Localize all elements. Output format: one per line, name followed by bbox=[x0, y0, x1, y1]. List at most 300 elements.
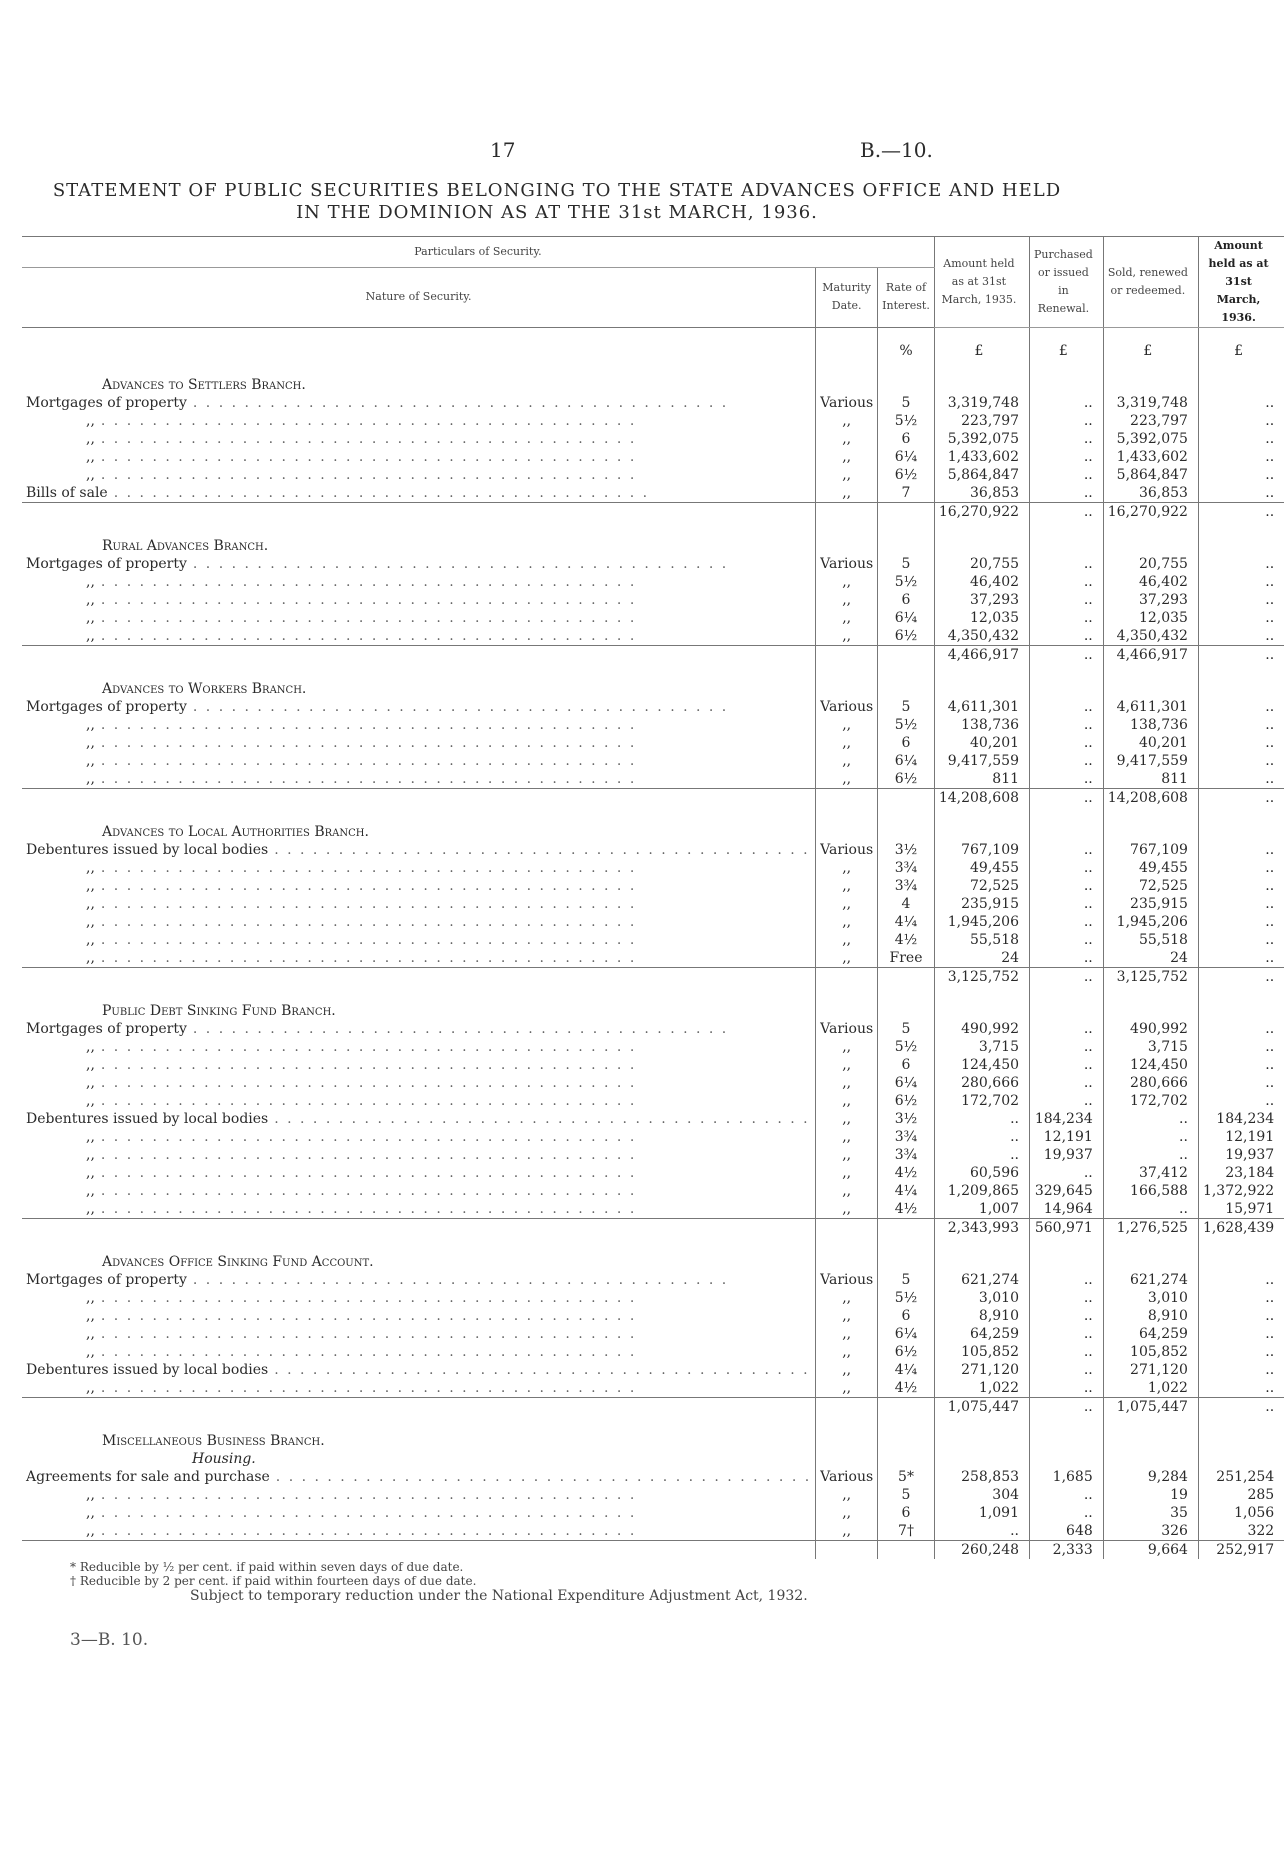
amount-1936: .. bbox=[1198, 412, 1284, 430]
total-purchased: .. bbox=[1030, 503, 1104, 522]
security-nature bbox=[22, 1307, 816, 1325]
branch-heading-title: Rural Advances Branch. bbox=[102, 538, 269, 554]
maturity-date: ,, bbox=[816, 412, 878, 430]
interest-rate: 6¼ bbox=[878, 1074, 935, 1092]
total-spacer bbox=[878, 1398, 935, 1417]
sold-amount: 36,853 bbox=[1103, 484, 1198, 503]
maturity-date: ,, bbox=[816, 430, 878, 448]
sold-amount: 271,120 bbox=[1103, 1361, 1198, 1379]
amount-1936: .. bbox=[1198, 1020, 1284, 1038]
total-purchased: .. bbox=[1030, 968, 1104, 987]
security-nature-label: ,, bbox=[86, 1075, 95, 1091]
amount-1936: .. bbox=[1198, 591, 1284, 609]
leader-dots: . . . . . . . . . . . . . . . . . . . . . . . . . . . . . . . . . . . . . . . . . . bbox=[100, 431, 637, 447]
amount-1935: 4,611,301 bbox=[934, 698, 1029, 716]
sold-amount: .. bbox=[1103, 1146, 1198, 1164]
total-spacer bbox=[816, 1398, 878, 1417]
amount-1935: 3,010 bbox=[934, 1289, 1029, 1307]
purchased-amount: .. bbox=[1030, 1486, 1104, 1504]
security-nature bbox=[22, 895, 816, 913]
maturity-date: ,, bbox=[816, 1325, 878, 1343]
security-nature bbox=[22, 1343, 816, 1361]
leader-dots: . . . . . . . . . . . . . . . . . . . . . . . . . . . . . . . . . . . . . . . . . . bbox=[192, 556, 729, 572]
security-nature-label: ,, bbox=[86, 950, 95, 966]
security-nature-label: ,, bbox=[86, 1505, 95, 1521]
document-reference: B.—10. bbox=[860, 138, 933, 162]
total-sold: 16,270,922 bbox=[1103, 503, 1198, 522]
purchased-amount: .. bbox=[1030, 931, 1104, 949]
maturity-date: ,, bbox=[816, 1486, 878, 1504]
purchased-amount: .. bbox=[1030, 770, 1104, 789]
table-body bbox=[22, 360, 1284, 1559]
total-spacer bbox=[22, 503, 816, 522]
amount-1936: 12,191 bbox=[1198, 1128, 1284, 1146]
security-nature bbox=[22, 1146, 816, 1164]
table-row bbox=[22, 555, 1284, 573]
section-total-row bbox=[22, 789, 1284, 808]
table-row bbox=[22, 1325, 1284, 1343]
table-row bbox=[22, 1522, 1284, 1541]
footnotes bbox=[70, 1560, 1070, 1588]
maturity-date: ,, bbox=[816, 913, 878, 931]
maturity-date: ,, bbox=[816, 1361, 878, 1379]
maturity-date: ,, bbox=[816, 1504, 878, 1522]
section-total-row bbox=[22, 968, 1284, 987]
total-spacer bbox=[816, 646, 878, 665]
leader-dots: . . . . . . . . . . . . . . . . . . . . . . . . . . . . . . . . . . . . . . . . . . bbox=[274, 1111, 810, 1127]
purchased-amount: .. bbox=[1030, 484, 1104, 503]
leader-dots: . . . . . . . . . . . . . . . . . . . . . . . . . . . . . . . . . . . . . . . . . . bbox=[100, 413, 637, 429]
total-spacer bbox=[22, 1541, 816, 1560]
sold-amount: .. bbox=[1103, 1128, 1198, 1146]
interest-rate: 5 bbox=[878, 394, 935, 412]
branch-heading bbox=[22, 986, 1284, 1020]
interest-rate: 5½ bbox=[878, 1289, 935, 1307]
leader-dots: . . . . . . . . . . . . . . . . . . . . . . . . . . . . . . . . . . . . . . . . . . bbox=[100, 1075, 637, 1091]
table-row bbox=[22, 1343, 1284, 1361]
security-nature-label: ,, bbox=[86, 896, 95, 912]
amount-1936: 19,937 bbox=[1198, 1146, 1284, 1164]
amount-1935: 304 bbox=[934, 1486, 1029, 1504]
amount-1935: 767,109 bbox=[934, 841, 1029, 859]
section-total-row bbox=[22, 1219, 1284, 1238]
amount-1935: 72,525 bbox=[934, 877, 1029, 895]
interest-rate: 6 bbox=[878, 734, 935, 752]
table-row bbox=[22, 1056, 1284, 1074]
header-rate: Rate of Interest. bbox=[878, 267, 935, 327]
table-row bbox=[22, 913, 1284, 931]
security-nature bbox=[22, 1271, 816, 1289]
purchased-amount: .. bbox=[1030, 859, 1104, 877]
total-spacer bbox=[22, 1398, 816, 1417]
purchased-amount: .. bbox=[1030, 412, 1104, 430]
leader-dots: . . . . . . . . . . . . . . . . . . . . . . . . . . . . . . . . . . . . . . . . . . bbox=[100, 1505, 637, 1521]
total-amount-1935: 16,270,922 bbox=[934, 503, 1029, 522]
security-nature bbox=[22, 1200, 816, 1219]
maturity-date: ,, bbox=[816, 1164, 878, 1182]
branch-heading-title: Advances to Workers Branch. bbox=[102, 681, 307, 697]
total-spacer bbox=[816, 1541, 878, 1560]
amount-1935: 37,293 bbox=[934, 591, 1029, 609]
security-nature-label: Mortgages of property bbox=[26, 395, 187, 411]
sold-amount: 3,010 bbox=[1103, 1289, 1198, 1307]
security-nature bbox=[22, 1361, 816, 1379]
maturity-date: ,, bbox=[816, 770, 878, 789]
header-particulars: Particulars of Security. bbox=[22, 237, 934, 268]
leader-dots: . . . . . . . . . . . . . . . . . . . . . . . . . . . . . . . . . . . . . . . . . . bbox=[274, 842, 810, 858]
leader-dots: . . . . . . . . . . . . . . . . . . . . . . . . . . . . . . . . . . . . . . . . . . bbox=[100, 1380, 637, 1396]
maturity-date: ,, bbox=[816, 627, 878, 646]
leader-dots: . . . . . . . . . . . . . . . . . . . . . . . . . . . . . . . . . . . . . . . . . . bbox=[100, 1129, 637, 1145]
total-spacer bbox=[22, 968, 816, 987]
amount-1936: .. bbox=[1198, 734, 1284, 752]
amount-1936: .. bbox=[1198, 949, 1284, 968]
sold-amount: 8,910 bbox=[1103, 1307, 1198, 1325]
purchased-amount: .. bbox=[1030, 394, 1104, 412]
maturity-date: ,, bbox=[816, 1038, 878, 1056]
amount-1935: 49,455 bbox=[934, 859, 1029, 877]
purchased-amount: .. bbox=[1030, 734, 1104, 752]
leader-dots: . . . . . . . . . . . . . . . . . . . . . . . . . . . . . . . . . . . . . . . . . . bbox=[100, 1165, 637, 1181]
table-row bbox=[22, 1486, 1284, 1504]
leader-dots: . . . . . . . . . . . . . . . . . . . . . . . . . . . . . . . . . . . . . . . . . . bbox=[275, 1469, 812, 1485]
table-row bbox=[22, 1200, 1284, 1219]
table-row bbox=[22, 949, 1284, 968]
sold-amount: 124,450 bbox=[1103, 1056, 1198, 1074]
interest-rate: 4 bbox=[878, 895, 935, 913]
amount-1936: .. bbox=[1198, 698, 1284, 716]
total-spacer bbox=[878, 1541, 935, 1560]
table-row bbox=[22, 895, 1284, 913]
total-spacer bbox=[878, 789, 935, 808]
leader-dots: . . . . . . . . . . . . . . . . . . . . . . . . . . . . . . . . . . . . . . . . . . bbox=[192, 1021, 729, 1037]
leader-dots: . . . . . . . . . . . . . . . . . . . . . . . . . . . . . . . . . . . . . . . . . . bbox=[100, 1147, 637, 1163]
purchased-amount: 648 bbox=[1030, 1522, 1104, 1541]
amount-1935: 1,091 bbox=[934, 1504, 1029, 1522]
security-nature-label: ,, bbox=[86, 592, 95, 608]
amount-1936: .. bbox=[1198, 1379, 1284, 1398]
amount-1935: 24 bbox=[934, 949, 1029, 968]
security-nature-label: Mortgages of property bbox=[26, 1272, 187, 1288]
leader-dots: . . . . . . . . . . . . . . . . . . . . . . . . . . . . . . . . . . . . . . . . . . bbox=[100, 628, 637, 644]
security-nature-label: ,, bbox=[86, 467, 95, 483]
purchased-amount: .. bbox=[1030, 609, 1104, 627]
header-nature: Nature of Security. bbox=[22, 267, 816, 327]
leader-dots: . . . . . . . . . . . . . . . . . . . . . . . . . . . . . . . . . . . . . . . . . . bbox=[100, 592, 637, 608]
security-nature-label: ,, bbox=[86, 1039, 95, 1055]
amount-1936: .. bbox=[1198, 1271, 1284, 1289]
leader-dots: . . . . . . . . . . . . . . . . . . . . . . . . . . . . . . . . . . . . . . . . . . bbox=[100, 467, 637, 483]
sold-amount: 49,455 bbox=[1103, 859, 1198, 877]
table-row bbox=[22, 1379, 1284, 1398]
purchased-amount: .. bbox=[1030, 1271, 1104, 1289]
security-nature-label: ,, bbox=[86, 628, 95, 644]
security-nature-label: Mortgages of property bbox=[26, 699, 187, 715]
amount-1936: .. bbox=[1198, 752, 1284, 770]
table-row bbox=[22, 1361, 1284, 1379]
purchased-amount: .. bbox=[1030, 1307, 1104, 1325]
amount-1935: 9,417,559 bbox=[934, 752, 1029, 770]
amount-1936: 322 bbox=[1198, 1522, 1284, 1541]
security-nature-label: ,, bbox=[86, 431, 95, 447]
sold-amount: 767,109 bbox=[1103, 841, 1198, 859]
table-row bbox=[22, 1468, 1284, 1486]
maturity-date: ,, bbox=[816, 1200, 878, 1219]
leader-dots: . . . . . . . . . . . . . . . . . . . . . . . . . . . . . . . . . . . . . . . . . . bbox=[100, 860, 637, 876]
purchased-amount: .. bbox=[1030, 716, 1104, 734]
interest-rate: 3½ bbox=[878, 841, 935, 859]
sold-amount: 280,666 bbox=[1103, 1074, 1198, 1092]
interest-rate: 4½ bbox=[878, 1200, 935, 1219]
total-amount-1935: 260,248 bbox=[934, 1541, 1029, 1560]
security-nature bbox=[22, 949, 816, 968]
amount-1935: 3,319,748 bbox=[934, 394, 1029, 412]
total-purchased: .. bbox=[1030, 789, 1104, 808]
leader-dots: . . . . . . . . . . . . . . . . . . . . . . . . . . . . . . . . . . . . . . . . . . bbox=[100, 1183, 637, 1199]
security-nature bbox=[22, 591, 816, 609]
total-amount-1935: 1,075,447 bbox=[934, 1398, 1029, 1417]
header-amount-1935: Amount held as at 31st March, 1935. bbox=[934, 237, 1029, 328]
interest-rate: 6½ bbox=[878, 1343, 935, 1361]
security-nature bbox=[22, 555, 816, 573]
table-row bbox=[22, 627, 1284, 646]
header-purchased: Purchased or issued in Renewal. bbox=[1030, 237, 1104, 328]
sold-amount: 326 bbox=[1103, 1522, 1198, 1541]
total-spacer bbox=[22, 789, 816, 808]
security-nature bbox=[22, 716, 816, 734]
security-nature-label: ,, bbox=[86, 717, 95, 733]
leader-dots: . . . . . . . . . . . . . . . . . . . . . . . . . . . . . . . . . . . . . . . . . . bbox=[100, 735, 637, 751]
amount-1936: .. bbox=[1198, 448, 1284, 466]
interest-rate: 4½ bbox=[878, 1164, 935, 1182]
security-nature-label: Debentures issued by local bodies bbox=[26, 1111, 269, 1127]
amount-1935: 5,864,847 bbox=[934, 466, 1029, 484]
purchased-amount: .. bbox=[1030, 841, 1104, 859]
amount-1936: .. bbox=[1198, 895, 1284, 913]
maturity-date: ,, bbox=[816, 1146, 878, 1164]
security-nature bbox=[22, 1504, 816, 1522]
amount-1936: .. bbox=[1198, 1038, 1284, 1056]
security-nature bbox=[22, 1110, 816, 1128]
purchased-amount: .. bbox=[1030, 627, 1104, 646]
interest-rate: 5½ bbox=[878, 573, 935, 591]
total-amount-1936: 252,917 bbox=[1198, 1541, 1284, 1560]
amount-1935: 280,666 bbox=[934, 1074, 1029, 1092]
branch-heading-title: Miscellaneous Business Branch. bbox=[102, 1433, 325, 1449]
table-row bbox=[22, 1182, 1284, 1200]
sold-amount: 37,412 bbox=[1103, 1164, 1198, 1182]
security-nature bbox=[22, 627, 816, 646]
total-amount-1936: .. bbox=[1198, 646, 1284, 665]
amount-1936: 1,056 bbox=[1198, 1504, 1284, 1522]
leader-dots: . . . . . . . . . . . . . . . . . . . . . . . . . . . . . . . . . . . . . . . . . . bbox=[113, 485, 650, 501]
sold-amount: 138,736 bbox=[1103, 716, 1198, 734]
total-spacer bbox=[878, 968, 935, 987]
total-amount-1936: .. bbox=[1198, 968, 1284, 987]
leader-dots: . . . . . . . . . . . . . . . . . . . . . . . . . . . . . . . . . . . . . . . . . . bbox=[192, 1272, 729, 1288]
interest-rate: 6½ bbox=[878, 466, 935, 484]
securities-table bbox=[22, 236, 1284, 1559]
security-nature-label: ,, bbox=[86, 932, 95, 948]
maturity-date: ,, bbox=[816, 609, 878, 627]
security-nature-label: ,, bbox=[86, 860, 95, 876]
leader-dots: . . . . . . . . . . . . . . . . . . . . . . . . . . . . . . . . . . . . . . . . . . bbox=[100, 1523, 637, 1539]
purchased-amount: .. bbox=[1030, 752, 1104, 770]
amount-1936: 23,184 bbox=[1198, 1164, 1284, 1182]
total-amount-1935: 14,208,608 bbox=[934, 789, 1029, 808]
interest-rate: 5½ bbox=[878, 412, 935, 430]
footnote-reducible-two: † Reducible by 2 per cent. if paid within fourteen days of due date. bbox=[70, 1574, 477, 1588]
security-nature bbox=[22, 913, 816, 931]
amount-1935: 36,853 bbox=[934, 484, 1029, 503]
leader-dots: . . . . . . . . . . . . . . . . . . . . . . . . . . . . . . . . . . . . . . . . . . bbox=[100, 1290, 637, 1306]
maturity-date: ,, bbox=[816, 1092, 878, 1110]
maturity-date: Various bbox=[816, 555, 878, 573]
maturity-date: ,, bbox=[816, 591, 878, 609]
amount-1936: .. bbox=[1198, 627, 1284, 646]
sold-amount: 9,417,559 bbox=[1103, 752, 1198, 770]
amount-1936: .. bbox=[1198, 913, 1284, 931]
interest-rate: 5* bbox=[878, 1468, 935, 1486]
security-nature-label: ,, bbox=[86, 1290, 95, 1306]
interest-rate: 6¼ bbox=[878, 752, 935, 770]
amount-1935: 1,007 bbox=[934, 1200, 1029, 1219]
maturity-date: ,, bbox=[816, 1289, 878, 1307]
interest-rate: 5 bbox=[878, 1271, 935, 1289]
leader-dots: . . . . . . . . . . . . . . . . . . . . . . . . . . . . . . . . . . . . . . . . . . bbox=[100, 717, 637, 733]
amount-1935: 8,910 bbox=[934, 1307, 1029, 1325]
leader-dots: . . . . . . . . . . . . . . . . . . . . . . . . . . . . . . . . . . . . . . . . . . bbox=[100, 1201, 637, 1217]
maturity-date: ,, bbox=[816, 1379, 878, 1398]
purchased-amount: .. bbox=[1030, 949, 1104, 968]
table-row bbox=[22, 1504, 1284, 1522]
sold-amount: 235,915 bbox=[1103, 895, 1198, 913]
amount-1935: 46,402 bbox=[934, 573, 1029, 591]
security-nature-label: Agreements for sale and purchase bbox=[26, 1469, 270, 1485]
amount-1935: 138,736 bbox=[934, 716, 1029, 734]
table-row bbox=[22, 573, 1284, 591]
total-spacer bbox=[22, 646, 816, 665]
interest-rate: 6 bbox=[878, 1504, 935, 1522]
total-amount-1936: .. bbox=[1198, 789, 1284, 808]
maturity-date: Various bbox=[816, 1020, 878, 1038]
table-row bbox=[22, 412, 1284, 430]
branch-heading bbox=[22, 521, 1284, 555]
amount-1936: .. bbox=[1198, 877, 1284, 895]
total-purchased: 560,971 bbox=[1030, 1219, 1104, 1238]
amount-1936: .. bbox=[1198, 1289, 1284, 1307]
amount-1935: 4,350,432 bbox=[934, 627, 1029, 646]
page-title bbox=[0, 180, 1114, 224]
amount-1936: .. bbox=[1198, 484, 1284, 503]
leader-dots: . . . . . . . . . . . . . . . . . . . . . . . . . . . . . . . . . . . . . . . . . . bbox=[100, 932, 637, 948]
table-row bbox=[22, 1110, 1284, 1128]
purchased-amount: .. bbox=[1030, 448, 1104, 466]
security-nature bbox=[22, 1074, 816, 1092]
maturity-date: ,, bbox=[816, 752, 878, 770]
table-row bbox=[22, 931, 1284, 949]
security-nature bbox=[22, 484, 816, 503]
sold-amount: 24 bbox=[1103, 949, 1198, 968]
section-total-row bbox=[22, 646, 1284, 665]
branch-heading-title: Public Debt Sinking Fund Branch. bbox=[102, 1003, 336, 1019]
total-sold: 1,276,525 bbox=[1103, 1219, 1198, 1238]
sold-amount: 105,852 bbox=[1103, 1343, 1198, 1361]
interest-rate: 3¾ bbox=[878, 1146, 935, 1164]
leader-dots: . . . . . . . . . . . . . . . . . . . . . . . . . . . . . . . . . . . . . . . . . . bbox=[100, 574, 637, 590]
amount-1935: 55,518 bbox=[934, 931, 1029, 949]
security-nature-label: ,, bbox=[86, 1308, 95, 1324]
maturity-date: ,, bbox=[816, 448, 878, 466]
interest-rate: 4¼ bbox=[878, 913, 935, 931]
amount-1935: 271,120 bbox=[934, 1361, 1029, 1379]
signature-mark: 3—B. 10. bbox=[70, 1630, 149, 1650]
interest-rate: 6¼ bbox=[878, 609, 935, 627]
maturity-date: ,, bbox=[816, 1307, 878, 1325]
purchased-amount: .. bbox=[1030, 555, 1104, 573]
sold-amount: .. bbox=[1103, 1200, 1198, 1219]
purchased-amount: .. bbox=[1030, 573, 1104, 591]
interest-rate: 5 bbox=[878, 555, 935, 573]
purchased-amount: .. bbox=[1030, 698, 1104, 716]
purchased-amount: .. bbox=[1030, 1379, 1104, 1398]
subject-note: Subject to temporary reduction under the National Expenditure Adjustment Act, 1932. bbox=[190, 1588, 808, 1604]
branch-heading-title: Advances to Settlers Branch. bbox=[102, 377, 306, 393]
total-purchased: .. bbox=[1030, 646, 1104, 665]
interest-rate: 3¾ bbox=[878, 1128, 935, 1146]
leader-dots: . . . . . . . . . . . . . . . . . . . . . . . . . . . . . . . . . . . . . . . . . . bbox=[100, 878, 637, 894]
purchased-amount: 329,645 bbox=[1030, 1182, 1104, 1200]
sold-amount: 172,702 bbox=[1103, 1092, 1198, 1110]
title-line-1: STATEMENT OF PUBLIC SECURITIES BELONGING TO THE STATE ADVANCES OFFICE AND HELD bbox=[52, 180, 1062, 201]
interest-rate: 5½ bbox=[878, 716, 935, 734]
branch-heading bbox=[22, 1237, 1284, 1271]
maturity-date: ,, bbox=[816, 484, 878, 503]
interest-rate: 4½ bbox=[878, 931, 935, 949]
maturity-date: ,, bbox=[816, 734, 878, 752]
table-row bbox=[22, 1146, 1284, 1164]
branch-heading bbox=[22, 360, 1284, 394]
table-row bbox=[22, 484, 1284, 503]
sold-amount: 5,864,847 bbox=[1103, 466, 1198, 484]
maturity-date: ,, bbox=[816, 1110, 878, 1128]
sold-amount: 9,284 bbox=[1103, 1468, 1198, 1486]
table-row bbox=[22, 1074, 1284, 1092]
security-nature bbox=[22, 877, 816, 895]
amount-1936: 1,372,922 bbox=[1198, 1182, 1284, 1200]
amount-1935: 20,755 bbox=[934, 555, 1029, 573]
sold-amount: 1,433,602 bbox=[1103, 448, 1198, 466]
table-row bbox=[22, 752, 1284, 770]
table-row bbox=[22, 877, 1284, 895]
purchased-amount: .. bbox=[1030, 1343, 1104, 1361]
sold-amount: 490,992 bbox=[1103, 1020, 1198, 1038]
section-total-row bbox=[22, 503, 1284, 522]
table-row bbox=[22, 716, 1284, 734]
amount-1936: .. bbox=[1198, 609, 1284, 627]
amount-1936: .. bbox=[1198, 716, 1284, 734]
security-nature-label: ,, bbox=[86, 1147, 95, 1163]
interest-rate: 4¼ bbox=[878, 1361, 935, 1379]
purchased-amount: .. bbox=[1030, 591, 1104, 609]
leader-dots: . . . . . . . . . . . . . . . . . . . . . . . . . . . . . . . . . . . . . . . . . . bbox=[192, 699, 729, 715]
total-sold: 14,208,608 bbox=[1103, 789, 1198, 808]
security-nature-label: ,, bbox=[86, 1201, 95, 1217]
amount-1935: 124,450 bbox=[934, 1056, 1029, 1074]
security-nature bbox=[22, 1128, 816, 1146]
security-nature bbox=[22, 609, 816, 627]
amount-1935: 1,945,206 bbox=[934, 913, 1029, 931]
